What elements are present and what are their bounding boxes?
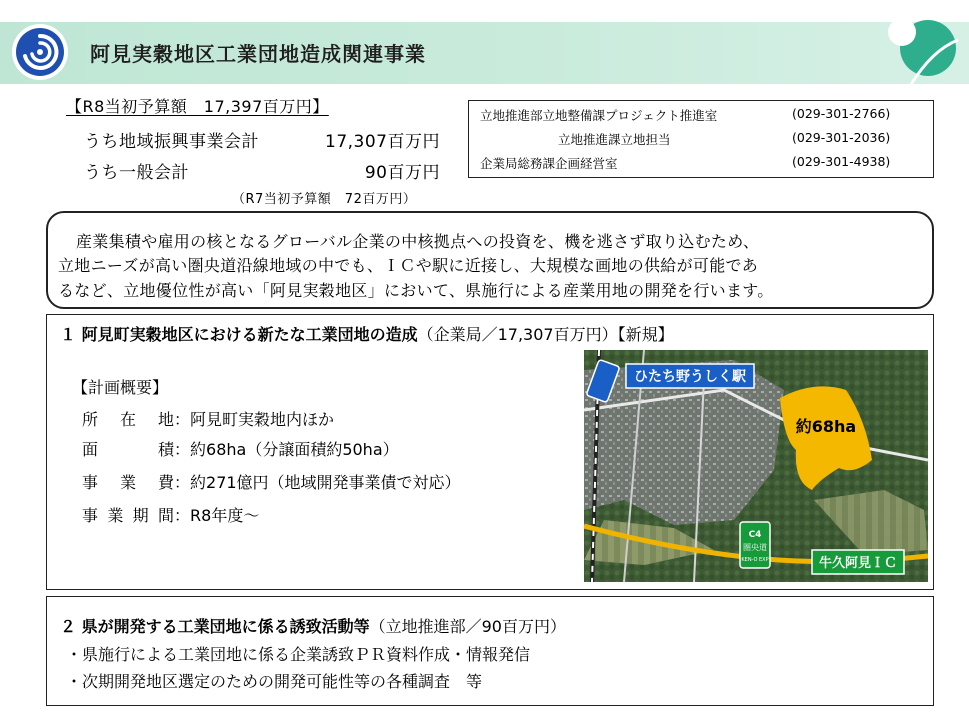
plan-item-sep: ： (174, 506, 191, 525)
plan-item-label: 事業期間 (82, 506, 174, 525)
contact-phone: (029-301-4938) (792, 154, 891, 169)
budget-row-label: うち一般会計 (84, 163, 189, 183)
plan-item-label: 面積 (82, 440, 174, 459)
budget-previous: （R7当初予算額 72百万円） (232, 192, 417, 207)
section2-title-main: ２ 県が開発する工業団地に係る誘致活動等 (60, 617, 370, 636)
budget-total: 【R8当初予算額 17,397百万円】 (66, 97, 329, 116)
plan-item-value: 約271億円（地域開発事業債で対応） (190, 473, 461, 492)
plan-item-sep: ： (174, 440, 191, 459)
contact-name: 立地推進部立地整備課プロジェクト推進室 (480, 108, 718, 123)
expressway-code: C4 (748, 530, 762, 540)
plan-item-value: R8年度～ (190, 506, 260, 525)
contact-phone: (029-301-2036) (792, 130, 891, 145)
section1-title-detail: （企業局／17,307百万円）【新規】 (417, 325, 674, 344)
expressway-sign-icon (740, 522, 770, 568)
budget-row-label: うち地域振興事業会計 (84, 132, 259, 152)
plan-item-label: 事業費 (82, 473, 174, 492)
plan-item-sep: ： (174, 410, 191, 429)
summary-line: るなど、立地優位性が高い「阿見実穀地区」において、県施行による産業用地の開発を行います。 (58, 281, 774, 300)
station-label: ひたち野うしく駅 (634, 369, 746, 385)
expressway-name: 圏央道 (743, 543, 767, 552)
plan-item-value: 約68ha（分譲面積約50ha） (190, 440, 399, 459)
plan-item-label: 所在地 (82, 410, 174, 429)
contact-phone: (029-301-2766) (792, 106, 891, 121)
ic-label: 牛久阿見ＩＣ (818, 556, 898, 571)
area-label: 約68ha (795, 417, 857, 436)
contact-name: 立地推進課立地担当 (558, 132, 671, 147)
plan-item (82, 407, 334, 430)
section2-title-detail: （立地推進部／90百万円） (369, 617, 566, 636)
section1-title-main: １ 阿見町実穀地区における新たな工業団地の造成 (60, 325, 418, 344)
contact-name: 企業局総務課企画経営室 (480, 156, 618, 171)
plan-item (82, 470, 461, 493)
plan-item (82, 503, 259, 526)
prefecture-logo-icon (10, 22, 70, 82)
decorative-circles-icon (880, 10, 960, 90)
plan-item (82, 437, 399, 460)
budget-row-value: 90百万円 (364, 163, 440, 183)
section1-title (60, 322, 674, 345)
summary-line: 産業集積や雇用の核となるグローバル企業の中核拠点への投資を、機を逃さず取り込むため、 (76, 232, 760, 251)
section2-title (60, 614, 566, 637)
plan-item-value: 阿見町実穀地内ほか (190, 410, 335, 429)
bullet-item: ・次期開発地区選定のための開発可能性等の各種調査 等 (66, 672, 483, 691)
expressway-sub: KEN-O EXP (741, 557, 769, 563)
aerial-map (584, 350, 928, 582)
bullet-item: ・県施行による工業団地に係る企業誘致ＰＲ資料作成・情報発信 (66, 645, 531, 664)
plan-item-sep: ： (174, 473, 191, 492)
page-title: 阿見実穀地区工業団地造成関連事業 (90, 42, 426, 66)
summary-line: 立地ニーズが高い圏央道沿線地域の中でも、ＩＣや駅に近接し、大規模な画地の供給が可能であ (58, 256, 759, 275)
plan-heading: 【計画概要】 (72, 378, 169, 397)
budget-row-value: 17,307百万円 (325, 132, 440, 152)
